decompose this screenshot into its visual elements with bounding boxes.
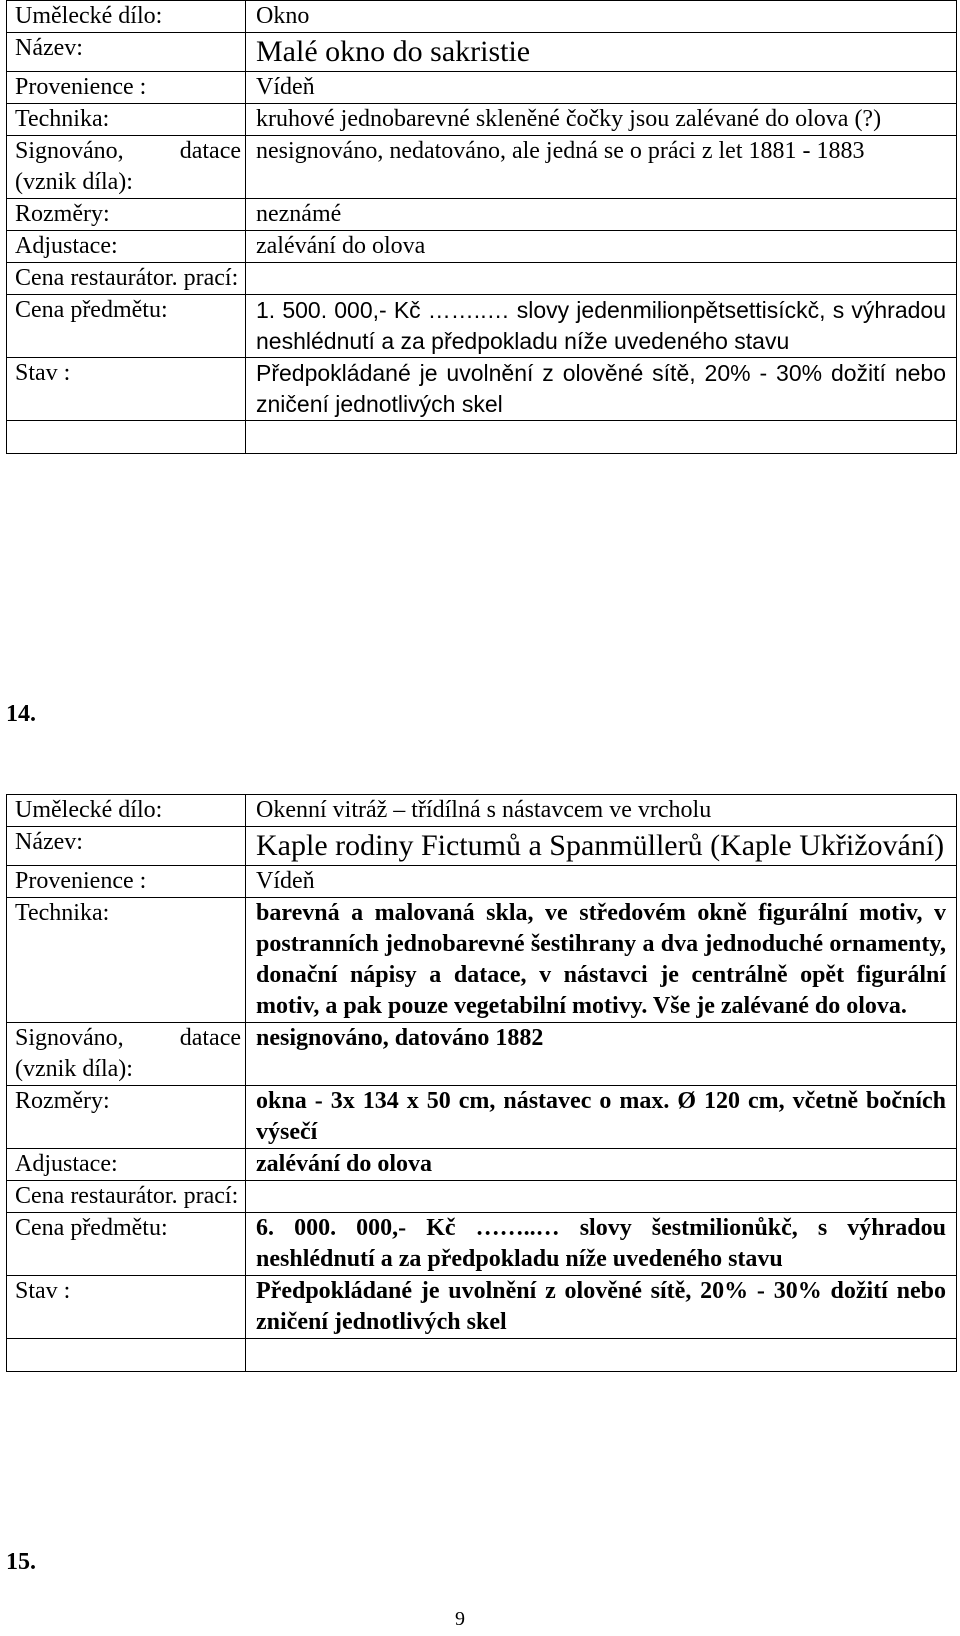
value-signature-date: nesignováno, datováno 1882 — [246, 1023, 957, 1086]
label-condition: Stav : — [7, 358, 246, 421]
table-row — [7, 72, 957, 104]
section-number: 14. — [6, 701, 36, 727]
empty-cell — [246, 1339, 957, 1372]
label-technique: Technika: — [7, 104, 246, 136]
value-artwork: Okenní vitráž – třídílná s nástavcem ve vrcholu — [246, 795, 957, 827]
label-restoration-price: Cena restaurátor. prací: — [7, 263, 246, 295]
artwork-record-table — [6, 0, 957, 454]
table-row — [7, 136, 957, 199]
label-title: Název: — [7, 33, 246, 72]
table-row — [7, 231, 957, 263]
table-row — [7, 898, 957, 1023]
label-signature-date: Signováno, datace (vznik díla): — [7, 1023, 246, 1086]
value-condition: Předpokládané je uvolnění z olověné sítě, 20% - 30% dožití nebo zničení jednotlivých skel — [246, 1276, 957, 1339]
label-adjustment: Adjustace: — [7, 231, 246, 263]
value-dimensions: okna - 3x 134 x 50 cm, nástavec o max. Ø 120 cm, včetně bočních výsečí — [246, 1086, 957, 1149]
table-row — [7, 827, 957, 866]
table-row — [7, 1, 957, 33]
label-artwork: Umělecké dílo: — [7, 1, 246, 33]
table-row — [7, 33, 957, 72]
value-item-price: 6. 000. 000,- Kč ……..… slovy šestmilionůkč, s výhradou neshlédnutí a za předpokladu níže uvedeného stavu — [246, 1213, 957, 1276]
value-title: Malé okno do sakristie — [246, 33, 957, 72]
value-technique: kruhové jednobarevné skleněné čočky jsou zalévané do olova (?) — [246, 104, 957, 136]
page-number: 9 — [455, 1608, 465, 1630]
label-condition: Stav : — [7, 1276, 246, 1339]
label-signature-date: Signováno, datace (vznik díla): — [7, 136, 246, 199]
table-row — [7, 1023, 957, 1086]
table-row — [7, 866, 957, 898]
label-item-price: Cena předmětu: — [7, 1213, 246, 1276]
table-row — [7, 421, 957, 454]
value-dimensions: neznámé — [246, 199, 957, 231]
label-item-price: Cena předmětu: — [7, 295, 246, 358]
table-row — [7, 1213, 957, 1276]
label-dimensions: Rozměry: — [7, 1086, 246, 1149]
value-adjustment: zalévání do olova — [246, 231, 957, 263]
table-row — [7, 1086, 957, 1149]
table-row — [7, 795, 957, 827]
label-restoration-price: Cena restaurátor. prací: — [7, 1181, 246, 1213]
value-restoration-price — [246, 263, 957, 295]
table-row — [7, 1276, 957, 1339]
value-item-price: 1. 500. 000,- Kč ……..… slovy jedenmilionpětsettisíckč, s výhradou neshlédnutí a za předpokladu níže uvedeného stavu — [246, 295, 957, 358]
value-title: Kaple rodiny Fictumů a Spanmüllerů (Kaple Ukřižování) — [246, 827, 957, 866]
value-provenance: Vídeň — [246, 72, 957, 104]
empty-cell — [246, 421, 957, 454]
value-technique: barevná a malovaná skla, ve středovém okně figurální motiv, v postranních jednobarevné šestihrany a dva jednoduché ornamenty, donační nápisy a datace, v nástavci je centrálně opět figurální motiv, a pak pouze vegetabilní motivy. Vše je zalévané do olova. — [246, 898, 957, 1023]
table-row — [7, 199, 957, 231]
value-artwork: Okno — [246, 1, 957, 33]
table-row — [7, 104, 957, 136]
label-provenance: Provenience : — [7, 866, 246, 898]
label-technique: Technika: — [7, 898, 246, 1023]
label-provenance: Provenience : — [7, 72, 246, 104]
table-row — [7, 263, 957, 295]
artwork-record-table — [6, 794, 957, 1372]
value-provenance: Vídeň — [246, 866, 957, 898]
table-row — [7, 1339, 957, 1372]
label-title: Název: — [7, 827, 246, 866]
label-dimensions: Rozměry: — [7, 199, 246, 231]
value-adjustment: zalévání do olova — [246, 1149, 957, 1181]
table-row — [7, 1181, 957, 1213]
value-condition: Předpokládané je uvolnění z olověné sítě, 20% - 30% dožití nebo zničení jednotlivých skel — [246, 358, 957, 421]
table-row — [7, 295, 957, 358]
table-row — [7, 358, 957, 421]
section-number: 15. — [6, 1549, 36, 1575]
value-restoration-price — [246, 1181, 957, 1213]
table-row — [7, 1149, 957, 1181]
empty-cell — [7, 1339, 246, 1372]
value-signature-date: nesignováno, nedatováno, ale jedná se o práci z let 1881 - 1883 — [246, 136, 957, 199]
empty-cell — [7, 421, 246, 454]
label-artwork: Umělecké dílo: — [7, 795, 246, 827]
label-adjustment: Adjustace: — [7, 1149, 246, 1181]
